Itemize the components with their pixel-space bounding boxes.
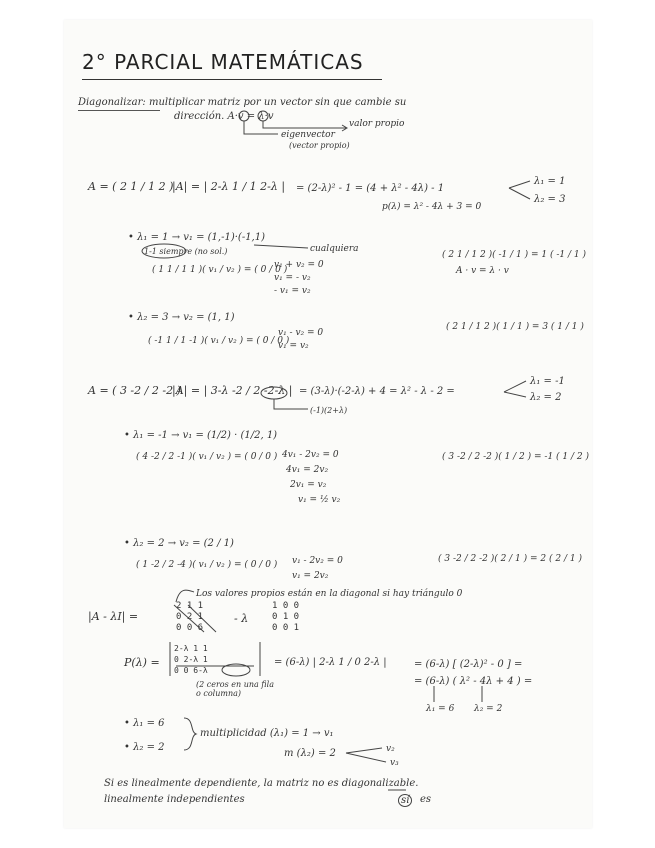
ex3-mult2: m (λ₂) = 2 — [284, 748, 336, 759]
ex1-eq2b: v₁ = v₂ — [278, 341, 309, 351]
arrowhead-valor-propio — [342, 125, 347, 131]
ex1-system2: ( -1 1 / 1 -1 )( v₁ / v₂ ) = ( 0 / 0 ) — [148, 336, 290, 346]
brace-multiplicity — [184, 718, 196, 750]
ex2-eq1c: 2v₁ = v₂ — [290, 480, 327, 490]
ex1-check2: ( 2 1 / 1 2 )( 1 / 1 ) = 3 ( 1 / 1 ) — [446, 322, 584, 332]
ex1-lambda1: λ₁ = 1 — [534, 176, 566, 187]
ex2-factor: (-1)(2+λ) — [310, 406, 348, 415]
notebook-page — [64, 20, 592, 828]
ex3-det-row-2: 0 2-λ 1 — [174, 655, 208, 664]
valor-propio-label: valor propio — [349, 119, 405, 129]
arrow-ex1-l2 — [509, 188, 530, 199]
ex3-mult2-v3: v₃ — [390, 758, 399, 768]
ex1-det-setup: |A| = | 2-λ 1 / 1 2-λ | — [172, 180, 286, 193]
ex2-check2: ( 3 -2 / 2 -2 )( 2 / 1 ) = 2 ( 2 / 1 ) — [438, 554, 582, 564]
ex2-expansion: = (3-λ)·(-2-λ) + 4 = λ² - λ - 2 = — [299, 386, 455, 397]
vector-propio-label: (vector propio) — [289, 141, 350, 150]
ex3-identity-row-1: 1 0 0 — [272, 601, 300, 611]
ex2-system1: ( 4 -2 / 2 -1 )( v₁ / v₂ ) = ( 0 / 0 ) — [136, 452, 278, 462]
ex1-system1: ( 1 1 / 1 1 )( v₁ / v₂ ) = ( 0 / 0 ) — [152, 265, 288, 275]
arrow-ex2-l2 — [504, 392, 526, 397]
ex2-det-setup: |A| = | 3-λ -2 / 2 -2-λ | — [172, 384, 293, 397]
ex1-cualquiera: cualquiera — [310, 244, 359, 254]
ex3-ceros-note: (2 ceros en una fila o columna) — [196, 680, 274, 698]
intro-line-2: dirección. A·v = λ·v — [174, 111, 274, 122]
ex3-expand1: = (6-λ) | 2-λ 1 / 0 2-λ | — [274, 657, 387, 668]
ex3-final-2: linealmente independientes — [104, 794, 245, 805]
ex3-p-label: P(λ) = — [124, 656, 160, 669]
ex3-root1: λ₁ = 6 — [426, 704, 455, 714]
circle-6-lambda — [222, 664, 250, 676]
ex2-eq2b: v₁ = 2v₂ — [292, 571, 329, 581]
ex1-matrix: A = ( 2 1 / 1 2 ) — [88, 180, 174, 193]
arrow-valor-propio — [263, 121, 346, 128]
arrow-v2 — [346, 748, 382, 753]
ex2-eq1d: v₁ = ½ v₂ — [298, 495, 341, 505]
ex1-expansion: = (2-λ)² - 1 = (4 + λ² - 4λ) - 1 — [296, 183, 445, 194]
ex3-identity-row-3: 0 0 1 — [272, 623, 300, 633]
ex1-l2-line: • λ₂ = 3 → v₂ = (1, 1) — [128, 312, 235, 323]
intro-underline — [78, 110, 160, 111]
ex2-l1-line: • λ₁ = -1 → v₁ = (1/2) · (1/2, 1) — [124, 430, 278, 441]
ex1-l1-line: • λ₁ = 1 → v₁ = (1,-1)·(-1,1) — [128, 232, 266, 243]
ex1-lambda2: λ₂ = 3 — [534, 194, 566, 205]
ex3-det-row-3: 0 0 6-λ — [174, 666, 208, 675]
ex1-siempre: 1-1 siempre (no sol.) — [144, 247, 228, 256]
arrow-ex2-factor — [274, 399, 308, 409]
ex2-eq2a: v₁ - 2v₂ = 0 — [292, 556, 343, 566]
ex3-expand3: = (6-λ) ( λ² - 4λ + 4 ) = — [414, 676, 533, 687]
intro-line-1: Diagonalizar: multiplicar matriz por un vector sin que cambie su — [78, 97, 407, 108]
ex3-identity-row-2: 0 1 0 — [272, 612, 300, 622]
arrow-ex2-l1 — [504, 381, 526, 392]
ex3-final-es: es — [420, 794, 432, 805]
ex3-matrix-row-3: 0 0 6 — [176, 623, 204, 633]
ex3-note: Los valores propios están en la diagonal si hay triángulo 0 — [196, 589, 463, 599]
arrow-ex1-l1 — [509, 181, 530, 188]
ex3-root2: λ₂ = 2 — [474, 704, 503, 714]
arrow-v3 — [346, 753, 386, 762]
ex2-l2-line: • λ₂ = 2 → v₂ = (2 / 1) — [124, 538, 234, 549]
ex1-eq2a: v₁ - v₂ = 0 — [278, 328, 324, 338]
ex3-matrix-row-1: 2 1 1 — [176, 601, 204, 611]
ex3-matrix-row-2: 0 2 1 — [176, 612, 204, 622]
ex2-lambda2: λ₂ = 2 — [530, 392, 562, 403]
page-title: 2° PARCIAL MATEMÁTICAS — [82, 50, 364, 74]
ex3-final-si: sí — [398, 794, 412, 807]
arrow-cualquiera — [254, 245, 308, 248]
ex3-bullet2: • λ₂ = 2 — [124, 742, 165, 753]
ex2-check1: ( 3 -2 / 2 -2 )( 1 / 2 ) = -1 ( 1 / 2 ) — [442, 452, 589, 462]
ex3-mult2-v2: v₂ — [386, 744, 395, 754]
ex2-matrix: A = ( 3 -2 / 2 -2 ) — [88, 384, 181, 397]
ex2-eq1a: 4v₁ - 2v₂ = 0 — [282, 450, 339, 460]
ex3-final-1: Si es linealmente dependiente, la matriz no es diagonalizable. — [104, 778, 419, 789]
ex3-minus-lambda: - λ — [234, 612, 249, 625]
ex1-poly: p(λ) = λ² - 4λ + 3 = 0 — [382, 202, 482, 212]
ex1-eq1a: v₁ + v₂ = 0 — [274, 260, 324, 270]
ex2-eq1b: 4v₁ = 2v₂ — [286, 465, 329, 475]
ex3-mult1: multiplicidad (λ₁) = 1 → v₁ — [200, 728, 334, 739]
ex3-expand2: = (6-λ) [ (2-λ)² - 0 ] = — [414, 659, 523, 670]
ex1-eq1c: - v₁ = v₂ — [274, 286, 311, 296]
ex3-bullet1: • λ₁ = 6 — [124, 718, 165, 729]
ex3-det-row-1: 2-λ 1 1 — [174, 644, 208, 653]
ex2-lambda1: λ₁ = -1 — [530, 376, 565, 387]
ex1-check1-label: A · v = λ · v — [456, 266, 509, 276]
ex1-eq1b: v₁ = - v₂ — [274, 273, 311, 283]
arrow-eigenvector — [244, 121, 278, 134]
ex3-lhs: |A - λI| = — [88, 610, 139, 623]
eigenvector-label: eigenvector — [281, 130, 335, 140]
title-underline — [82, 79, 382, 80]
ex2-system2: ( 1 -2 / 2 -4 )( v₁ / v₂ ) = ( 0 / 0 ) — [136, 560, 278, 570]
ex1-check1: ( 2 1 / 1 2 )( -1 / 1 ) = 1 ( -1 / 1 ) — [442, 250, 586, 260]
